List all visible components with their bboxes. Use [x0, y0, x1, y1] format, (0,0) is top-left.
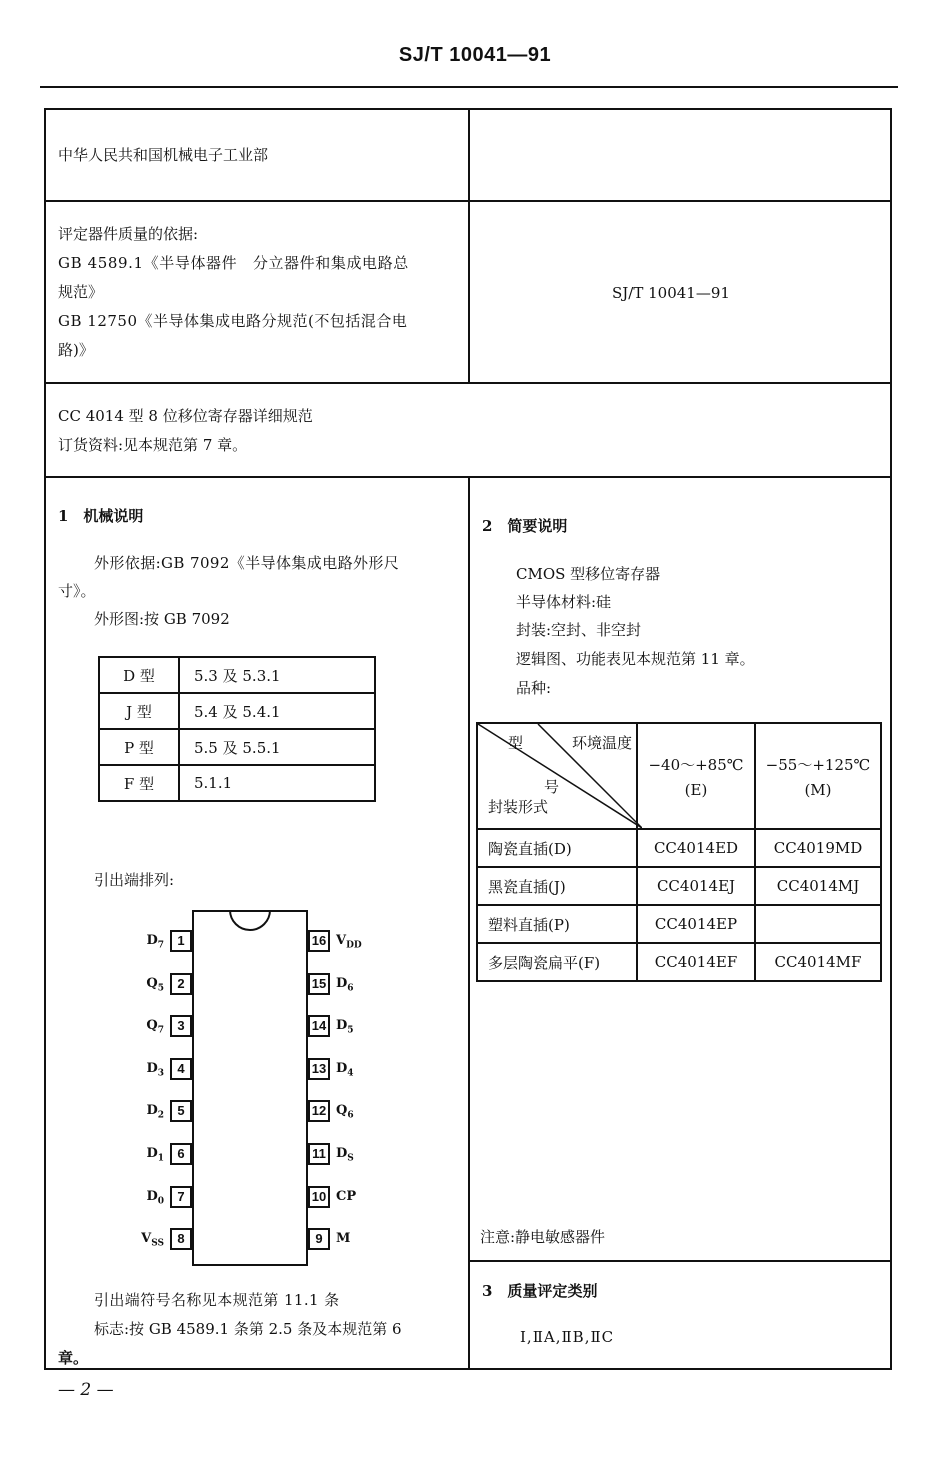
pin-signal-subscript: 4 [347, 1068, 354, 1079]
pin-signal: V [141, 1231, 152, 1246]
pin-signal-subscript: S [347, 1153, 354, 1164]
m-cell: CC4014MJ [755, 867, 881, 905]
pin-signal-subscript: 6 [347, 1110, 354, 1121]
pin-signal-label [336, 1017, 354, 1040]
shape-ref: 5.4 及 5.4.1 [179, 693, 375, 729]
shape-ref: 5.3 及 5.3.1 [179, 657, 375, 693]
pin-number: 4 [170, 1058, 192, 1080]
pin-number: 8 [170, 1228, 192, 1250]
pin-signal-label [336, 1230, 350, 1253]
pin-signal-subscript: SS [151, 1238, 164, 1249]
marking-line: 标志:按 GB 4589.1 条第 2.5 条及本规范第 6 [94, 1320, 402, 1338]
divider-col-bottom [468, 476, 470, 1370]
diagonal-header-cell [477, 723, 637, 829]
outline-drawing: 外形图:按 GB 7092 [94, 610, 230, 628]
quality-categories: Ⅰ,ⅡA,ⅡB,ⅡC [520, 1328, 615, 1346]
pin-signal-subscript: 5 [347, 1025, 354, 1036]
pin-signal: D [146, 1061, 158, 1076]
basis-title: 评定器件质量的依据: [58, 225, 199, 243]
summary-line: 逻辑图、功能表见本规范第 11 章。 [516, 650, 755, 668]
divider-section3 [468, 1260, 892, 1262]
pkg-cell: 黑瓷直插(J) [477, 867, 637, 905]
pin-note: 引出端符号名称见本规范第 11.1 条 [94, 1291, 340, 1309]
shape-type: D 型 [99, 657, 179, 693]
pin-number: 5 [170, 1100, 192, 1122]
shape-ref: 5.5 及 5.5.1 [179, 729, 375, 765]
pin-number: 3 [170, 1015, 192, 1037]
pin-signal-label [336, 1188, 356, 1211]
pin-signal-subscript: 2 [157, 1110, 164, 1121]
shape-type: P 型 [99, 729, 179, 765]
col-e-header [637, 723, 755, 829]
summary-line: 半导体材料:硅 [516, 593, 612, 611]
pin-number: 15 [308, 973, 330, 995]
doc-code-header: SJ/T 10041—91 [398, 44, 552, 66]
spec-title: CC 4014 型 8 位移位寄存器详细规范 [58, 407, 313, 425]
shape-type: F 型 [99, 765, 179, 801]
variant-table [476, 722, 882, 982]
table-row [477, 829, 881, 867]
e-cell: CC4014ED [637, 829, 755, 867]
pin-number: 6 [170, 1143, 192, 1165]
pin-signal: Q [146, 1018, 158, 1033]
pkg-cell: 多层陶瓷扁平(F) [477, 943, 637, 981]
esd-note: 注意:静电敏感器件 [480, 1228, 606, 1246]
marking-line: 章。 [58, 1349, 89, 1367]
summary-line: 封装:空封、非空封 [516, 621, 642, 639]
table-row [477, 943, 881, 981]
pin-signal-subscript: 1 [157, 1153, 164, 1164]
table-row [99, 693, 375, 729]
pin-signal-subscript: 7 [157, 1025, 164, 1036]
col-m-header [755, 723, 881, 829]
header-pkg-label: 封装形式 [488, 798, 549, 816]
pin-signal-subscript: DD [346, 940, 362, 951]
pin-signal-label [146, 1060, 164, 1083]
pin-signal-subscript: 5 [157, 983, 164, 994]
doc-code-cell: SJ/T 10041—91 [612, 284, 730, 302]
order-info: 订货资料:见本规范第 7 章。 [58, 436, 248, 454]
outline-basis: 寸》。 [58, 582, 96, 600]
e-cell: CC4014EJ [637, 867, 755, 905]
pin-signal: Q [146, 976, 158, 991]
pin-signal-label [146, 1188, 164, 1211]
pin-signal: D [336, 1061, 348, 1076]
pin-number: 1 [170, 930, 192, 952]
table-row [477, 867, 881, 905]
pin-number: 14 [308, 1015, 330, 1037]
pin-signal: D [146, 1189, 158, 1204]
pin-number: 16 [308, 930, 330, 952]
pin-signal-label [146, 975, 164, 998]
section2-heading: 2 简要说明 [482, 517, 568, 535]
e-cell: CC4014EF [637, 943, 755, 981]
pin-signal: Q [336, 1103, 348, 1118]
shape-type: J 型 [99, 693, 179, 729]
m-cell: CC4014MF [755, 943, 881, 981]
pkg-cell: 陶瓷直插(D) [477, 829, 637, 867]
outline-shape-table [98, 656, 376, 802]
pin-signal: D [336, 1146, 348, 1161]
pin-number: 7 [170, 1186, 192, 1208]
pkg-cell: 塑料直插(P) [477, 905, 637, 943]
pin-signal: V [336, 933, 347, 948]
m-cell [755, 905, 881, 943]
pin1-notch-icon [228, 908, 272, 932]
col-e-range: −40～+85℃ [648, 755, 744, 774]
pin-signal-label [146, 1017, 164, 1040]
summary-line: 品种: [516, 679, 552, 697]
e-cell: CC4014EP [637, 905, 755, 943]
table-header-row [477, 723, 881, 829]
section3-heading: 3 质量评定类别 [482, 1282, 598, 1300]
header-temp-label: 环境温度 [572, 734, 633, 752]
pin-signal-label [336, 1102, 354, 1125]
header-num-label: 号 [544, 778, 560, 796]
pin-signal-subscript: 0 [157, 1196, 164, 1207]
header-type-label: 型 [508, 734, 524, 752]
pin-signal: D [146, 1146, 158, 1161]
table-row [99, 765, 375, 801]
pin-signal: D [146, 1103, 158, 1118]
basis-line: 路)》 [58, 341, 94, 359]
divider-col-top [468, 108, 470, 382]
outline-basis: 外形依据:GB 7092《半导体集成电路外形尺 [94, 554, 400, 572]
table-row [477, 905, 881, 943]
pin-signal: CP [336, 1189, 357, 1204]
pin-signal-label [336, 1060, 354, 1083]
pin-signal-label [336, 1145, 354, 1168]
pin-number: 13 [308, 1058, 330, 1080]
basis-line: GB 4589.1《半导体器件 分立器件和集成电路总 [58, 254, 409, 272]
pin-signal-label [336, 932, 362, 955]
pin-number: 12 [308, 1100, 330, 1122]
table-row [99, 657, 375, 693]
pin-signal: D [146, 933, 158, 948]
pin-signal-label [141, 1230, 164, 1253]
pin-number: 11 [308, 1143, 330, 1165]
issuer: 中华人民共和国机械电子工业部 [58, 146, 269, 164]
basis-line: GB 12750《半导体集成电路分规范(不包括混合电 [58, 312, 408, 330]
pin-number: 10 [308, 1186, 330, 1208]
col-m-code: (M) [804, 780, 832, 799]
page-number: — 2 — [58, 1380, 114, 1400]
summary-line: CMOS 型移位寄存器 [516, 565, 661, 583]
pin-number: 2 [170, 973, 192, 995]
pin-signal-label [146, 932, 164, 955]
pin-signal-label [336, 975, 354, 998]
pin-signal-subscript: 3 [157, 1068, 164, 1079]
pin-signal: D [336, 1018, 348, 1033]
col-e-code: (E) [684, 780, 708, 799]
pin-signal-subscript: 7 [157, 940, 164, 951]
section1-heading: 1 机械说明 [58, 507, 144, 525]
pin-signal-label [146, 1102, 164, 1125]
table-row [99, 729, 375, 765]
pin-signal: D [336, 976, 348, 991]
divider-row2 [44, 382, 892, 384]
pin-number: 9 [308, 1228, 330, 1250]
m-cell: CC4019MD [755, 829, 881, 867]
col-m-range: −55～+125℃ [765, 755, 871, 774]
pin-signal: M [336, 1231, 351, 1246]
pin-signal-subscript: 6 [347, 983, 354, 994]
pinout-title: 引出端排列: [94, 871, 175, 889]
basis-line: 规范》 [58, 283, 104, 301]
pin-signal-label [146, 1145, 164, 1168]
shape-ref: 5.1.1 [179, 765, 375, 801]
header-rule [40, 86, 898, 88]
ic-package-body [192, 910, 308, 1266]
